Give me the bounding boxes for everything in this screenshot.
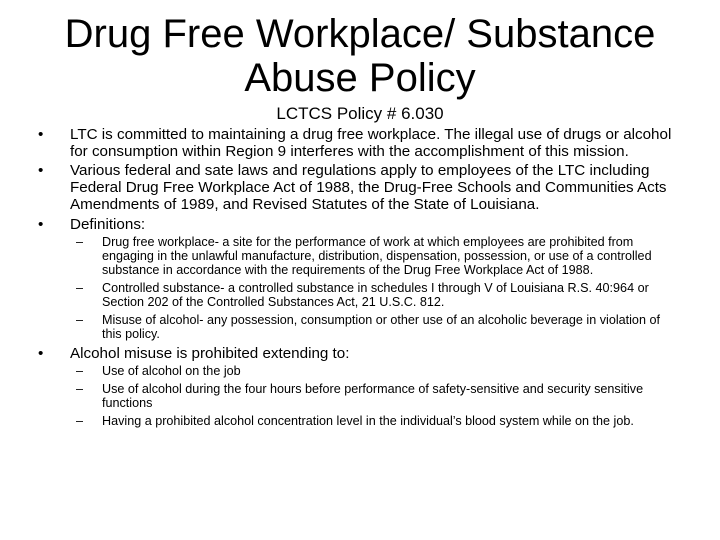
bullet-text: Various federal and sate laws and regulations apply to employees of the LTC including Federal Drug Free Workplace Act of 1988, the Drug-Free Schools and Communities Acts Amendments of 1989, and Revised Statutes of the State of Louisiana. xyxy=(70,162,667,213)
sub-item-blood-alcohol-level xyxy=(38,415,678,429)
bullet-item-commitment xyxy=(38,127,678,160)
slide-title: Drug Free Workplace/ Substance Abuse Policy xyxy=(64,12,656,100)
definitions-sublist xyxy=(38,236,678,341)
sub-item-four-hours-before xyxy=(38,383,678,411)
dash-icon: – xyxy=(76,235,84,250)
bullet-icon: • xyxy=(38,126,44,143)
bullet-icon: • xyxy=(38,215,44,233)
dash-icon: – xyxy=(76,413,84,428)
sub-item-text: Drug free workplace- a site for the performance of work at which employees are prohibited from engaging in the unlawful manufacture, distribution, dispensation, possession, or use of a controlled substance in accordance with the requirements of the Drug Free Workplace Act of 1988. xyxy=(102,235,652,278)
bullet-item-laws xyxy=(38,163,678,213)
dash-icon: – xyxy=(76,364,84,379)
bullet-list xyxy=(38,127,678,433)
sub-item-text: Misuse of alcohol- any possession, consumption or other use of an alcoholic beverage in violation of this policy. xyxy=(102,312,660,341)
sub-item-text: Use of alcohol during the four hours before performance of safety-sensitive and security sensitive functions xyxy=(102,382,644,411)
sub-item-on-the-job xyxy=(38,365,678,379)
dash-icon: – xyxy=(76,312,84,327)
bullet-icon: • xyxy=(38,162,44,180)
sub-item-misuse-of-alcohol xyxy=(38,314,678,342)
alcohol-sublist xyxy=(38,365,678,429)
sub-item-text: Having a prohibited alcohol concentration level in the individual’s blood system while on the job. xyxy=(102,413,634,428)
slide-subtitle: LCTCS Policy # 6.030 xyxy=(276,104,444,123)
sub-item-drug-free-workplace xyxy=(38,236,678,278)
dash-icon: – xyxy=(76,382,84,397)
bullet-icon: • xyxy=(38,344,44,362)
sub-item-text: Controlled substance- a controlled substance in schedules I through V of Louisiana R.S. 40:964 or Section 202 of the Controlled Substances Act, 21 U.S.C. 812. xyxy=(102,280,649,309)
sub-item-controlled-substance xyxy=(38,282,678,310)
bullet-item-definitions xyxy=(38,217,678,234)
bullet-text: Definitions: xyxy=(70,215,146,233)
bullet-text: Alcohol misuse is prohibited extending to: xyxy=(70,344,350,362)
dash-icon: – xyxy=(76,280,84,295)
bullet-text: LTC is committed to maintaining a drug free workplace. The illegal use of drugs or alcohol for consumption within Region 9 interferes with the accomplishment of this mission. xyxy=(70,126,672,160)
sub-item-text: Use of alcohol on the job xyxy=(102,364,241,379)
bullet-item-alcohol-misuse xyxy=(38,346,678,363)
